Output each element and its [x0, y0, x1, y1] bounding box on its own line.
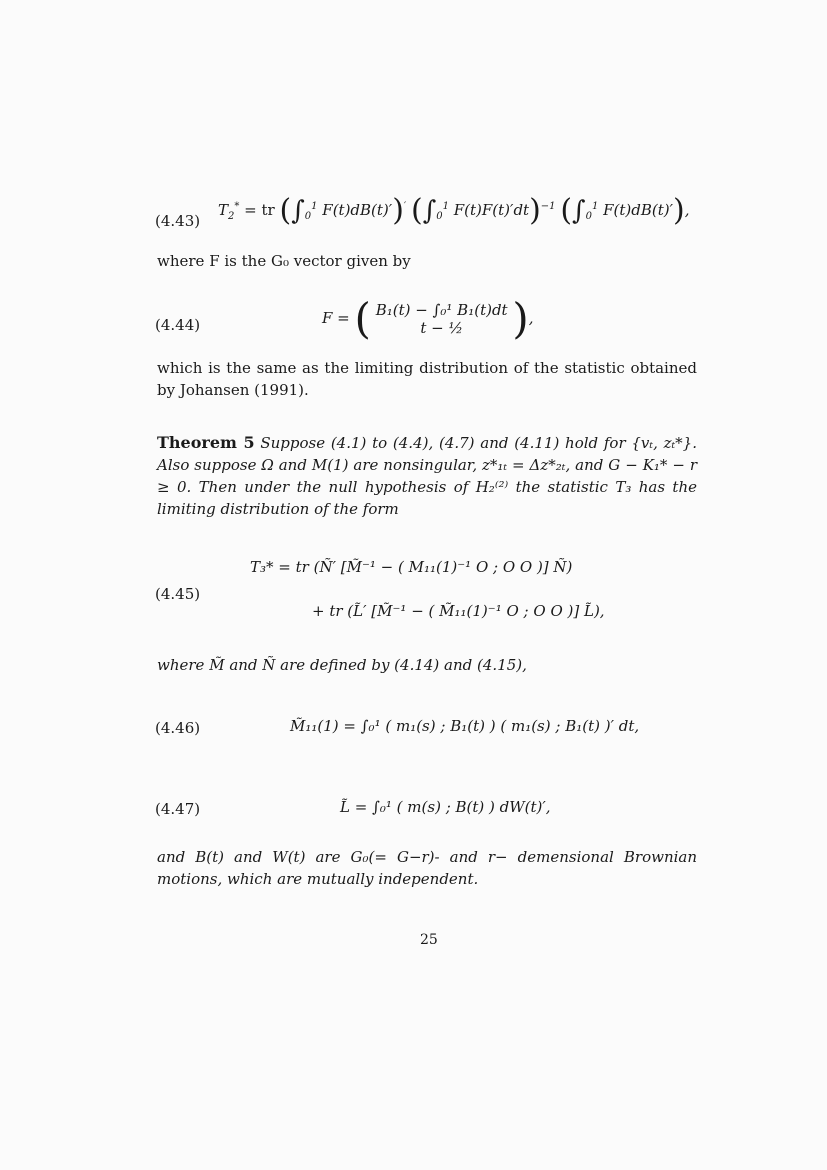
- matrix-row-1: B₁(t) − ∫₀¹ B₁(t)dt: [375, 301, 508, 319]
- text-limiting: which is the same as the limiting distribution of the statistic obtained by Johansen (1991).: [157, 359, 697, 399]
- equation-4-45-line-1: T₃* = tr (Ñ′ [M̃⁻¹ − ( M₁₁(1)⁻¹ O ; O O )] Ñ): [250, 558, 573, 576]
- equation-number-4-46: (4.46): [155, 719, 201, 737]
- text-where-f: where F is the G₀ vector given by: [157, 252, 411, 270]
- equation-4-44: F = ( B₁(t) − ∫₀¹ B₁(t)dt t − ½ ),: [322, 294, 534, 343]
- equation-4-45-line-2: + tr (L̃′ [M̃⁻¹ − ( M̃₁₁(1)⁻¹ O ; O O )] L̃),: [312, 602, 605, 620]
- matrix-row-2: t − ½: [420, 319, 463, 337]
- text-where-m-n: where M̃ and Ñ are defined by (4.14) and (4.15),: [157, 656, 527, 674]
- equation-number-4-45: (4.45): [155, 585, 201, 603]
- theorem-body: Suppose (4.1) to (4.4), (4.7) and (4.11) hold for {vₜ, zₜ*}. Also suppose Ω and M(1) are nonsingular, z*₁ₜ = Δz*₂ₜ, and G − K₁* − r ≥ 0. Then under the null hypothesis of H₂⁽²⁾ the statistic T₃ has the limiting distribution of the form: [157, 434, 697, 518]
- page-number: 25: [420, 932, 438, 948]
- theorem-5: [157, 432, 697, 520]
- equation-4-46: M̃₁₁(1) = ∫₀¹ ( m₁(s) ; B₁(t) ) ( m₁(s) ; B₁(t) )′ dt,: [290, 717, 640, 735]
- equation-number-4-43: (4.43): [155, 212, 201, 230]
- text-brownian: and B(t) and W(t) are G₀(= G−r)- and r− demensional Brownian motions, which are mutually independent.: [157, 848, 697, 888]
- equation-number-4-47: (4.47): [155, 800, 201, 818]
- equation-4-43: $T_2^*$ = tr ($\int_0^1$ F(t)dB(t)′)′ ($\int_0^1$ F(t)F(t)′dt)$^{-1}$ ($\int_0^1$ F(t)dB(t)′),: [218, 193, 690, 228]
- theorem-head: Theorem 5: [157, 433, 255, 452]
- equation-number-4-44: (4.44): [155, 316, 201, 334]
- equation-4-47: L̃ = ∫₀¹ ( m(s) ; B(t) ) dW(t)′,: [340, 798, 551, 816]
